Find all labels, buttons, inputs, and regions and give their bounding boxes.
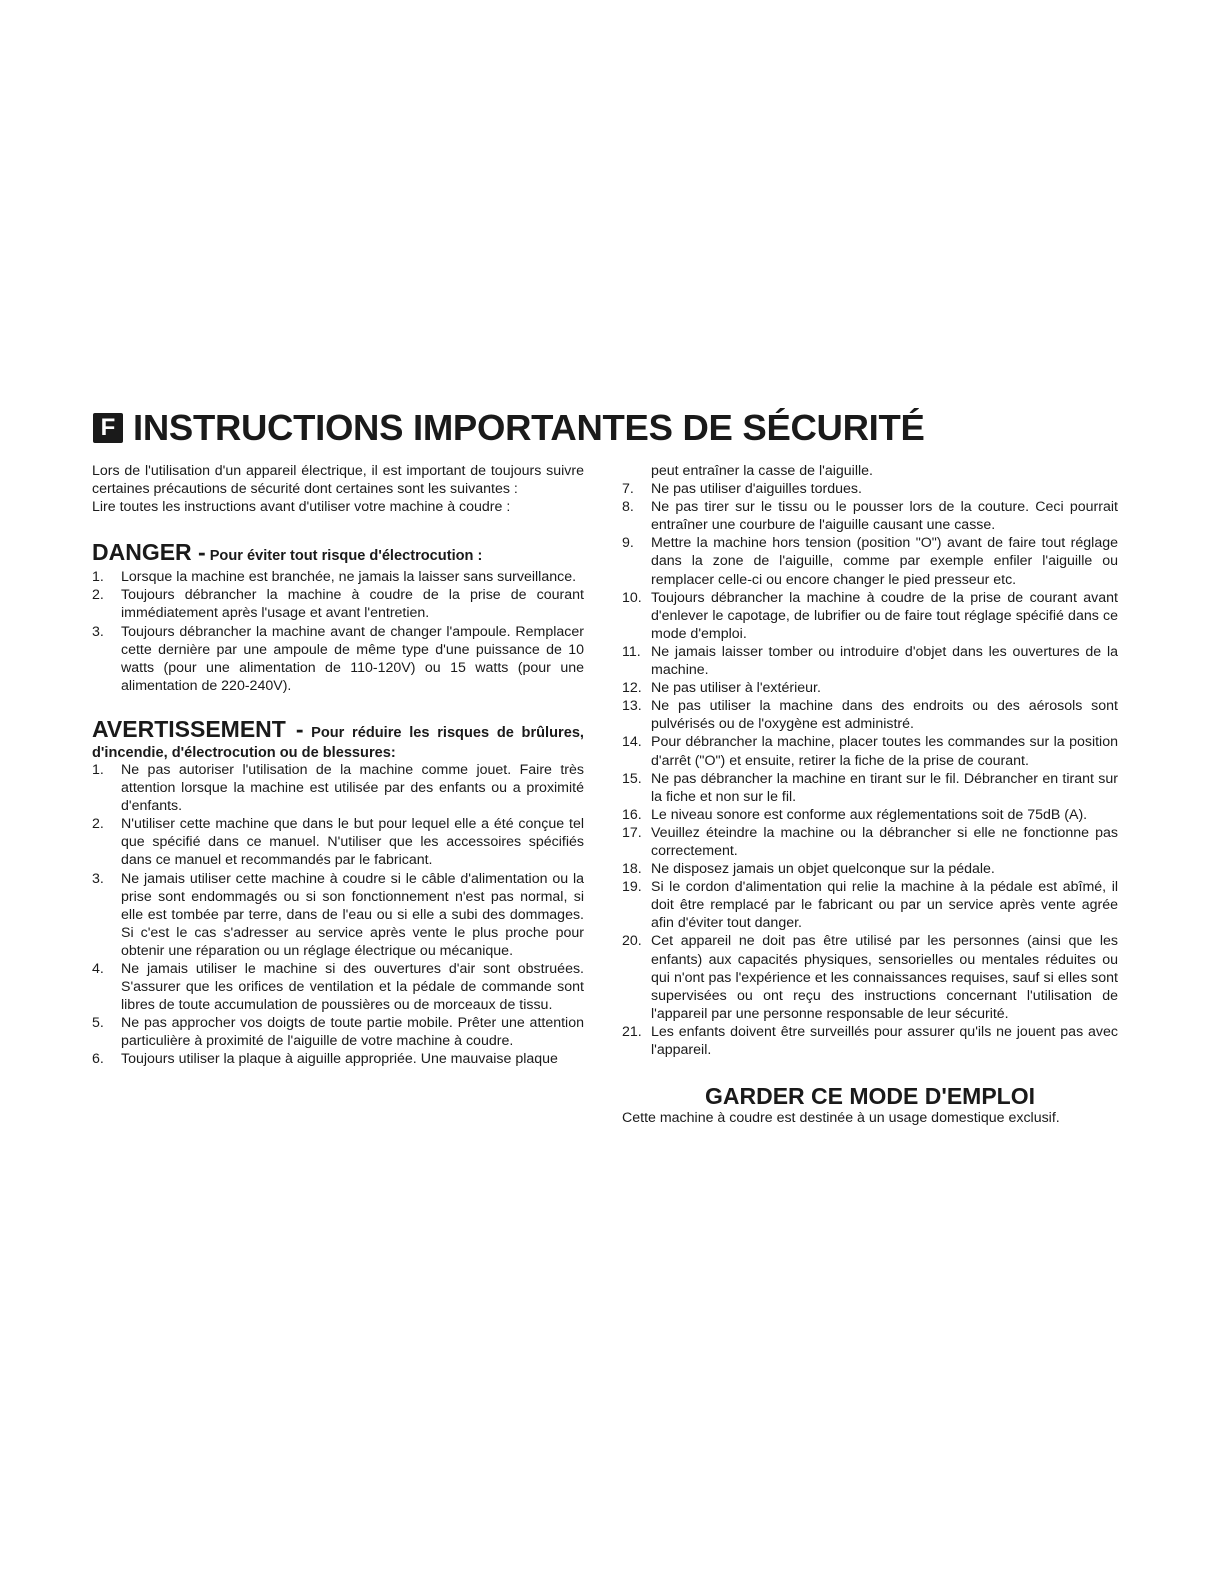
item-number: 21. — [622, 1023, 642, 1040]
list-item — [622, 1023, 1118, 1059]
domestic-use-note: Cette machine à coudre est destinée à un usage domestique exclusif. — [622, 1110, 1060, 1127]
list-item — [92, 586, 584, 622]
list-item — [622, 480, 1118, 498]
item-number: 18. — [622, 861, 642, 878]
item-number: 17. — [622, 824, 642, 841]
item-number: 1. — [92, 761, 104, 778]
warning-list-right — [622, 480, 1118, 1059]
item-text: Ne pas utiliser à l'extérieur. — [651, 680, 821, 697]
list-item — [622, 697, 1118, 733]
item-text: Ne jamais utiliser cette machine à coudre si le câble d'alimentation ou la prise sont endommagés ou si son fonctionnement n'est pas normal, si elle est tombée par terre, dans de l'eau ou si elle a subi des dommages. Si c'est le cas s'adresser au service après vente le plus proche pour obtenir une réparation ou un réglage électrique ou mécanique. — [121, 870, 584, 959]
intro-instruction: Lire toutes les instructions avant d'utiliser votre machine à coudre : — [92, 499, 511, 516]
list-item — [622, 589, 1118, 643]
item-number: 14. — [622, 734, 642, 751]
item-text: Toujours utiliser la plaque à aiguille appropriée. Une mauvaise plaque — [121, 1051, 558, 1068]
intro-paragraph: Lors de l'utilisation d'un appareil électrique, il est important de toujours suivre certaines précautions de sécurité dont certaines sont les suivantes : — [92, 463, 584, 498]
list-item — [622, 679, 1118, 697]
item-number: 12. — [622, 680, 642, 697]
item-number: 1. — [92, 569, 104, 586]
list-item — [622, 806, 1118, 824]
language-badge: F — [93, 413, 123, 443]
page-header — [93, 407, 1133, 449]
danger-label: DANGER - — [92, 539, 206, 566]
left-column — [92, 462, 584, 1069]
list-item — [92, 960, 584, 1014]
right-column — [622, 462, 1118, 1127]
item-text: Cet appareil ne doit pas être utilisé par les personnes (ainsi que les enfants) aux capacités physiques, sensorielles ou mentales réduites ou qui n'ont pas l'expérience et les connaissances requises, sauf si elles sont supervisées ou ont reçu des instructions concernant l'utilisation de l'appareil par une personne responsable de leur sécurité. — [651, 933, 1118, 1022]
item-text: Le niveau sonore est conforme aux réglementations soit de 75dB (A). — [651, 806, 1088, 823]
item-number: 9. — [622, 535, 634, 552]
warning-label: AVERTISSEMENT - — [92, 715, 304, 742]
list-item — [622, 824, 1118, 860]
danger-list — [92, 568, 584, 695]
item-number: 20. — [622, 933, 642, 950]
list-item — [92, 1050, 584, 1068]
item-text: N'utiliser cette machine que dans le but pour lequel elle a été conçue tel que spécifié dans ce manuel. N'utiliser que les accessoires spécifiés dans ce manuel et recommandés par le fabricant. — [121, 816, 584, 869]
item-text: Si le cordon d'alimentation qui relie la machine à la pédale est abîmé, il doit être remplacé par le fabricant ou par un service après vente agrée afin d'éviter tout danger. — [651, 879, 1118, 932]
item-number: 5. — [92, 1015, 104, 1032]
item-number: 7. — [622, 481, 634, 498]
item-number: 3. — [92, 623, 104, 640]
item-number: 11. — [622, 643, 641, 660]
item-text: Lorsque la machine est branchée, ne jamais la laisser sans surveillance. — [121, 569, 577, 586]
item-number: 6. — [92, 1051, 104, 1068]
item-text: Toujours débrancher la machine avant de changer l'ampoule. Remplacer cette dernière par une ampoule de même type d'une puissance de 10 watts (pour une alimentation de 110-120V) ou 15 watts (pour une alimentation de 220-240V). — [121, 623, 584, 694]
keep-manual-heading: GARDER CE MODE D'EMPLOI — [704, 1083, 1036, 1110]
list-item — [92, 568, 584, 586]
warning-heading — [92, 717, 584, 761]
item-text: Ne pas utiliser d'aiguilles tordues. — [651, 481, 862, 498]
list-item — [92, 815, 584, 869]
item-text: Toujours débrancher la machine à coudre de la prise de courant avant d'enlever le capotage, de lubrifier ou de faire tout réglage spécifié dans ce mode d'emploi. — [651, 589, 1118, 642]
item-text: Ne pas tirer sur le tissu ou le pousser lors de la couture. Ceci pourrait entraîner une courbure de l'aiguille causant une casse. — [651, 499, 1118, 534]
list-item — [622, 498, 1118, 534]
warning-subtitle-cont: d'incendie, d'électrocution ou de blessures: — [92, 744, 396, 761]
item-text: Ne disposez jamais un objet quelconque sur la pédale. — [651, 861, 995, 878]
item-text: Veuillez éteindre la machine ou la débrancher si elle ne fonctionne pas correctement. — [651, 824, 1118, 859]
item-continuation: peut entraîner la casse de l'aiguille. — [651, 463, 873, 479]
item-text: Ne pas utiliser la machine dans des endroits ou des aérosols sont pulvérisés ou de l'oxygène est administré. — [651, 698, 1118, 733]
page-title: INSTRUCTIONS IMPORTANTES DE SÉCURITÉ — [133, 407, 925, 448]
item-text: Pour débrancher la machine, placer toutes les commandes sur la position d'arrêt ("O") et ensuite, retirer la fiche de la prise de courant. — [651, 734, 1118, 769]
item-text: Ne pas approcher vos doigts de toute partie mobile. Prêter une attention particulière à proximité de l'aiguille de votre machine à coudre. — [121, 1015, 584, 1050]
item-text: Ne jamais utiliser le machine si des ouvertures d'air sont obstruées. S'assurer que les orifices de ventilation et la pédale de commande sont libres de toute accumulation de poussières ou de morceaux de tissu. — [121, 960, 584, 1014]
item-number: 8. — [622, 499, 634, 516]
list-item — [92, 1014, 584, 1050]
item-text: Mettre la machine hors tension (position "O") avant de faire tout réglage dans la zone de l'aiguille, comme par exemple enfiler l'aiguille ou remplacer celle-ci ou encore changer le pied presseur etc. — [651, 535, 1118, 588]
list-item — [92, 623, 584, 695]
list-item — [622, 733, 1118, 769]
item-number: 4. — [92, 960, 104, 977]
item-number: 3. — [92, 870, 104, 887]
warning-subtitle: Pour réduire les risques de brûlures, — [311, 724, 584, 741]
list-item — [622, 878, 1118, 932]
item-number: 10. — [622, 589, 642, 606]
list-item — [622, 932, 1118, 1022]
item-text: Les enfants doivent être surveillés pour assurer qu'ils ne jouent pas avec l'appareil. — [651, 1023, 1118, 1058]
item-text: Ne jamais laisser tomber ou introduire d'objet dans les ouvertures de la machine. — [651, 643, 1118, 679]
danger-subtitle: Pour éviter tout risque d'électrocution : — [209, 548, 483, 565]
item-text: Toujours débrancher la machine à coudre de la prise de courant immédiatement après l'usage et avant l'entretien. — [121, 587, 584, 622]
item-number: 2. — [92, 816, 104, 833]
item-number: 19. — [622, 879, 642, 896]
list-item — [622, 770, 1118, 806]
item-text: Ne pas autoriser l'utilisation de la machine comme jouet. Faire très attention lorsque la machine est utilisée par des enfants ou a proximité d'enfants. — [121, 761, 584, 815]
danger-heading — [92, 540, 584, 568]
list-item — [622, 534, 1118, 588]
item-text: Ne pas débrancher la machine en tirant sur le fil. Débrancher en tirant sur la fiche et non sur le fil. — [651, 770, 1118, 805]
item-number: 2. — [92, 587, 104, 604]
item-number: 13. — [622, 698, 642, 715]
list-item — [92, 870, 584, 960]
list-item — [622, 643, 1118, 679]
warning-list-left — [92, 761, 584, 1069]
list-item — [92, 761, 584, 815]
item-number: 15. — [622, 770, 642, 787]
list-item — [622, 860, 1118, 878]
item-number: 16. — [622, 806, 642, 823]
